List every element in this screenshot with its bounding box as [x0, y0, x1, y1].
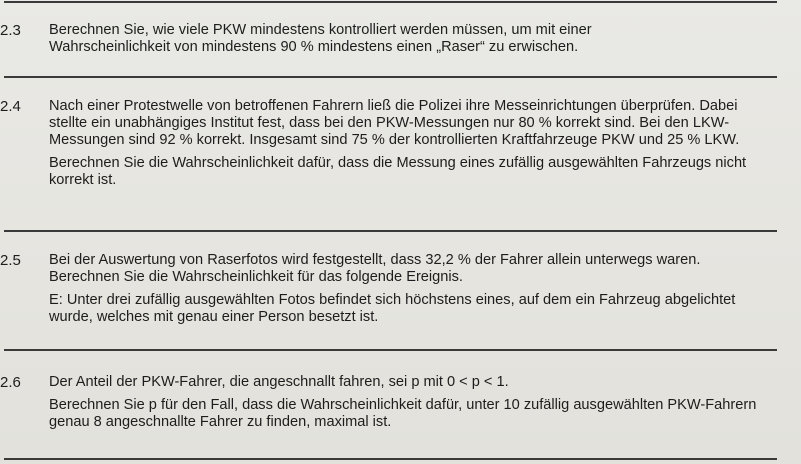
- section-divider: [4, 230, 777, 232]
- task-number: 2.5: [0, 252, 21, 269]
- task-paragraph: Der Anteil der PKW-Fahrer, die angeschnallt fahren, sei p mit 0 < p < 1.: [49, 374, 509, 390]
- section-divider: [4, 1, 777, 3]
- task-paragraph: Berechnen Sie p für den Fall, dass die Wahrscheinlichkeit dafür, unter 10 zufällig ausgewählten PKW-Fahrern genau 8 angeschnallte Fahrer zu finden, maximal ist.: [49, 397, 757, 430]
- section-divider: [4, 349, 777, 351]
- task-number: 2.4: [0, 98, 21, 115]
- section-divider: [4, 458, 777, 460]
- task-paragraph: Nach einer Protestwelle von betroffenen Fahrern ließ die Polizei ihre Messeinrichtungen überprüfen. Dabei stellte ein unabhängiges Institut fest, dass bei den PKW-Messungen nur 80 % korrekt sind. Bei den LKW-Messungen sind 92 % korrekt. Insgesamt sind 75 % der kontrollierten Kraftfahrzeuge PKW und 25 % LKW.: [49, 98, 740, 148]
- task-number: 2.6: [0, 374, 21, 391]
- task-paragraph: E: Unter drei zufällig ausgewählten Fotos befindet sich höchstens eines, auf dem ein Fahrzeug abgelichtet wurde, welches mit genau einer Person besetzt ist.: [49, 292, 736, 325]
- task-text: [49, 374, 774, 431]
- task-number: 2.3: [0, 22, 21, 39]
- task-text: [49, 98, 774, 189]
- task-paragraph: Bei der Auswertung von Raserfotos wird festgestellt, dass 32,2 % der Fahrer allein unterwegs waren. Berechnen Sie die Wahrscheinlichkeit für das folgende Ereignis.: [49, 252, 701, 285]
- section-divider: [4, 76, 777, 78]
- task-text: [49, 252, 774, 326]
- task-text: [49, 22, 659, 56]
- task-paragraph: Berechnen Sie die Wahrscheinlichkeit dafür, dass die Messung eines zufällig ausgewählten Fahrzeugs nicht korrekt ist.: [49, 155, 747, 188]
- task-paragraph: Berechnen Sie, wie viele PKW mindestens kontrolliert werden müssen, um mit einer Wahrscheinlichkeit von mindestens 90 % mindestens einen „Raser“ zu erwischen.: [49, 22, 592, 55]
